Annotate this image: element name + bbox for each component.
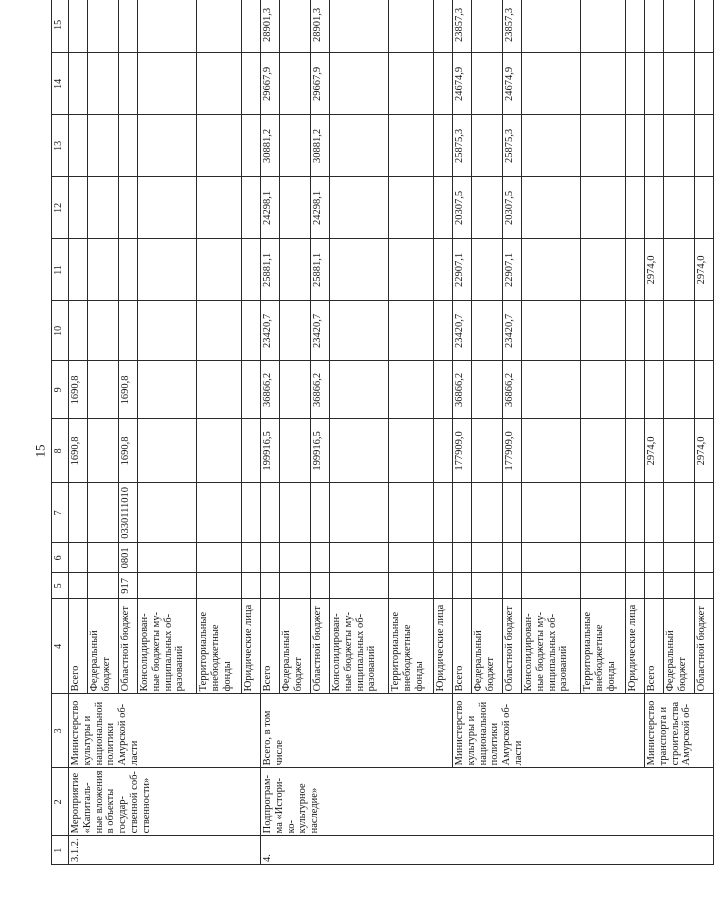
amount-cell (695, 53, 714, 115)
amount-cell (69, 301, 88, 361)
funding-source-cell: Областной бюджет (119, 599, 138, 694)
amount-cell (197, 361, 242, 419)
funding-source-cell: Всего (261, 599, 280, 694)
code-cell (88, 543, 119, 573)
amount-cell: 24674,9 (453, 53, 472, 115)
amount-cell (88, 0, 119, 53)
code-cell (330, 483, 389, 543)
code-cell (453, 483, 472, 543)
amount-cell: 1690,8 (119, 419, 138, 483)
amount-cell (645, 361, 664, 419)
amount-cell (472, 239, 503, 301)
amount-cell (138, 419, 197, 483)
amount-cell: 25881,1 (311, 239, 330, 301)
amount-cell (119, 301, 138, 361)
amount-cell (330, 239, 389, 301)
code-cell (695, 573, 714, 599)
amount-cell (138, 177, 197, 239)
funding-source-cell: Консолидирован-ные бюджеты му-ниципальных об-разований (330, 599, 389, 694)
amount-cell (119, 239, 138, 301)
amount-cell (389, 53, 434, 115)
code-cell (197, 543, 242, 573)
amount-cell (522, 53, 581, 115)
code-cell (261, 483, 280, 543)
amount-cell: 177909,0 (453, 419, 472, 483)
code-cell (695, 483, 714, 543)
amount-cell (138, 361, 197, 419)
code-cell (389, 573, 434, 599)
funding-source-cell: Территориальные внебюджетные фонды (197, 599, 242, 694)
code-cell (197, 573, 242, 599)
amount-cell (581, 115, 626, 177)
table-row (453, 0, 472, 865)
table-row (69, 0, 88, 865)
amount-cell (472, 419, 503, 483)
amount-cell: 199916,5 (261, 419, 280, 483)
amount-cell (88, 361, 119, 419)
header-cell: 9 (52, 361, 69, 419)
amount-cell (434, 0, 453, 53)
code-cell (280, 573, 311, 599)
amount-cell (581, 0, 626, 53)
code-cell (280, 483, 311, 543)
funding-source-cell: Юридические лица (626, 599, 645, 694)
code-cell (626, 543, 645, 573)
amount-cell (88, 177, 119, 239)
amount-cell: 1690,8 (69, 419, 88, 483)
amount-cell (645, 53, 664, 115)
amount-cell (434, 361, 453, 419)
code-cell (581, 483, 626, 543)
amount-cell (664, 0, 695, 53)
header-cell: 5 (52, 573, 69, 599)
amount-cell (472, 0, 503, 53)
header-cell: 11 (52, 239, 69, 301)
funding-source-cell: Федеральный бюджет (472, 599, 503, 694)
header-cell: 14 (52, 53, 69, 115)
amount-cell: 30881,2 (311, 115, 330, 177)
funding-source-cell: Консолидирован-ные бюджеты му-ниципальных об-разований (138, 599, 197, 694)
code-cell (503, 543, 522, 573)
amount-cell (280, 239, 311, 301)
amount-cell (664, 239, 695, 301)
amount-cell (197, 177, 242, 239)
header-cell: 4 (52, 599, 69, 694)
code-cell (330, 543, 389, 573)
amount-cell (434, 177, 453, 239)
amount-cell (581, 239, 626, 301)
code-cell (88, 483, 119, 543)
amount-cell (330, 53, 389, 115)
amount-cell (522, 239, 581, 301)
amount-cell (695, 0, 714, 53)
amount-cell (434, 53, 453, 115)
funding-source-cell: Федеральный бюджет (88, 599, 119, 694)
amount-cell: 2974,0 (645, 419, 664, 483)
amount-cell: 22907,1 (503, 239, 522, 301)
amount-cell (581, 53, 626, 115)
code-cell (626, 573, 645, 599)
amount-cell (330, 301, 389, 361)
amount-cell (434, 419, 453, 483)
code-cell (664, 483, 695, 543)
code-cell (522, 543, 581, 573)
amount-cell: 23420,7 (453, 301, 472, 361)
code-cell (581, 543, 626, 573)
amount-cell (138, 115, 197, 177)
amount-cell (389, 419, 434, 483)
amount-cell (626, 419, 645, 483)
amount-cell (197, 301, 242, 361)
amount-cell: 25881,1 (261, 239, 280, 301)
amount-cell (626, 361, 645, 419)
amount-cell (197, 239, 242, 301)
code-cell (472, 543, 503, 573)
code-cell (242, 483, 261, 543)
amount-cell (330, 361, 389, 419)
funding-source-cell: Юридические лица (434, 599, 453, 694)
funding-source-cell: Всего (645, 599, 664, 694)
code-cell (88, 573, 119, 599)
amount-cell (695, 115, 714, 177)
code-cell (645, 543, 664, 573)
header-cell: 10 (52, 301, 69, 361)
amount-cell: 23857,3 (503, 0, 522, 53)
amount-cell (88, 53, 119, 115)
code-cell (645, 483, 664, 543)
amount-cell (69, 239, 88, 301)
amount-cell (472, 361, 503, 419)
amount-cell: 24298,1 (311, 177, 330, 239)
amount-cell: 22907,1 (453, 239, 472, 301)
amount-cell (197, 0, 242, 53)
funding-source-cell: Территориальные внебюджетные фонды (389, 599, 434, 694)
amount-cell (626, 53, 645, 115)
program-name-cell: Мероприятие «Капиталь-ные вложения в объекты государ-ственной соб-ственности» (69, 768, 261, 836)
code-cell (434, 573, 453, 599)
amount-cell (389, 301, 434, 361)
amount-cell (626, 239, 645, 301)
funding-source-cell: Федеральный бюджет (280, 599, 311, 694)
amount-cell: 177909,0 (503, 419, 522, 483)
executor-cell: Всего, в том числе (261, 694, 453, 768)
code-cell (330, 573, 389, 599)
amount-cell (626, 177, 645, 239)
amount-cell (242, 53, 261, 115)
funding-source-cell: Областной бюджет (311, 599, 330, 694)
amount-cell (434, 115, 453, 177)
amount-cell (280, 419, 311, 483)
amount-cell (330, 0, 389, 53)
amount-cell: 36866,2 (503, 361, 522, 419)
amount-cell: 36866,2 (311, 361, 330, 419)
amount-cell (581, 361, 626, 419)
amount-cell: 25875,3 (453, 115, 472, 177)
amount-cell (645, 115, 664, 177)
code-cell (261, 573, 280, 599)
amount-cell: 29667,9 (261, 53, 280, 115)
header-cell: 15 (52, 0, 69, 53)
amount-cell: 1690,8 (119, 361, 138, 419)
funding-source-cell: Всего (69, 599, 88, 694)
amount-cell (119, 0, 138, 53)
amount-cell: 23420,7 (503, 301, 522, 361)
amount-cell (472, 301, 503, 361)
rotated-document (51, 0, 707, 865)
amount-cell (522, 361, 581, 419)
program-name-cell: Подпрограм-ма «Истори-ко-культурное наследие» (261, 768, 714, 836)
code-cell (389, 543, 434, 573)
amount-cell (389, 239, 434, 301)
amount-cell (280, 301, 311, 361)
row-number-cell: 4. (261, 836, 714, 865)
header-cell: 2 (52, 768, 69, 836)
amount-cell (197, 115, 242, 177)
amount-cell (138, 301, 197, 361)
amount-cell: 36866,2 (453, 361, 472, 419)
code-cell (581, 573, 626, 599)
amount-cell: 25875,3 (503, 115, 522, 177)
amount-cell (522, 301, 581, 361)
amount-cell (280, 0, 311, 53)
amount-cell (695, 361, 714, 419)
code-cell (138, 543, 197, 573)
amount-cell: 1690,8 (69, 361, 88, 419)
code-cell (664, 543, 695, 573)
amount-cell (472, 177, 503, 239)
amount-cell (434, 301, 453, 361)
amount-cell (645, 0, 664, 53)
amount-cell: 199916,5 (311, 419, 330, 483)
code-cell (434, 483, 453, 543)
amount-cell: 29667,9 (311, 53, 330, 115)
header-cell: 7 (52, 483, 69, 543)
code-cell (389, 483, 434, 543)
code-cell (197, 483, 242, 543)
code-cell (69, 483, 88, 543)
code-cell (626, 483, 645, 543)
amount-cell (119, 177, 138, 239)
amount-cell (664, 301, 695, 361)
header-row (52, 0, 69, 865)
amount-cell (664, 177, 695, 239)
amount-cell: 20307,5 (453, 177, 472, 239)
amount-cell (626, 301, 645, 361)
executor-cell: Министерство культуры и национальной политики Амурской об-ласти (453, 694, 645, 768)
code-cell (522, 483, 581, 543)
code-cell (503, 483, 522, 543)
amount-cell (389, 361, 434, 419)
budget-table (51, 0, 714, 865)
amount-cell (197, 53, 242, 115)
amount-cell (138, 0, 197, 53)
code-cell (695, 543, 714, 573)
funding-source-cell: Всего (453, 599, 472, 694)
amount-cell (645, 301, 664, 361)
funding-source-cell: Консолидирован-ные бюджеты му-ниципальных об-разований (522, 599, 581, 694)
amount-cell: 24674,9 (503, 53, 522, 115)
code-cell (311, 573, 330, 599)
amount-cell (434, 239, 453, 301)
amount-cell (626, 115, 645, 177)
amount-cell: 30881,2 (261, 115, 280, 177)
code-cell (69, 573, 88, 599)
amount-cell (330, 115, 389, 177)
amount-cell (389, 177, 434, 239)
amount-cell (88, 239, 119, 301)
table-row (261, 0, 280, 865)
amount-cell (280, 177, 311, 239)
code-cell (138, 573, 197, 599)
code-cell (261, 543, 280, 573)
funding-source-cell: Областной бюджет (503, 599, 522, 694)
amount-cell (119, 115, 138, 177)
amount-cell (88, 301, 119, 361)
amount-cell (389, 0, 434, 53)
amount-cell (522, 419, 581, 483)
code-cell (503, 573, 522, 599)
code-cell: 0330111010 (119, 483, 138, 543)
code-cell (69, 543, 88, 573)
amount-cell (472, 53, 503, 115)
code-cell (664, 573, 695, 599)
code-cell (242, 573, 261, 599)
amount-cell (242, 301, 261, 361)
amount-cell (138, 53, 197, 115)
header-cell: 1 (52, 836, 69, 865)
amount-cell (330, 177, 389, 239)
amount-cell (522, 177, 581, 239)
header-cell: 8 (52, 419, 69, 483)
amount-cell (242, 239, 261, 301)
amount-cell (280, 53, 311, 115)
code-cell: 917 (119, 573, 138, 599)
table-row (645, 0, 664, 865)
header-cell: 6 (52, 543, 69, 573)
code-cell (311, 483, 330, 543)
amount-cell (664, 419, 695, 483)
amount-cell (330, 419, 389, 483)
code-cell (453, 573, 472, 599)
code-cell (138, 483, 197, 543)
code-cell (242, 543, 261, 573)
amount-cell (645, 177, 664, 239)
amount-cell: 2974,0 (645, 239, 664, 301)
funding-source-cell: Федеральный бюджет (664, 599, 695, 694)
amount-cell: 23857,3 (453, 0, 472, 53)
amount-cell (280, 115, 311, 177)
amount-cell (280, 361, 311, 419)
amount-cell: 2974,0 (695, 419, 714, 483)
amount-cell (626, 0, 645, 53)
amount-cell (389, 115, 434, 177)
code-cell (434, 543, 453, 573)
executor-cell: Министерство транспорта и строительства Амурской об- (645, 694, 714, 768)
amount-cell (664, 53, 695, 115)
code-cell (311, 543, 330, 573)
amount-cell: 36866,2 (261, 361, 280, 419)
amount-cell: 28901,3 (311, 0, 330, 53)
amount-cell (242, 419, 261, 483)
page-number: 15 (32, 444, 48, 458)
amount-cell (242, 0, 261, 53)
amount-cell (664, 361, 695, 419)
header-cell: 12 (52, 177, 69, 239)
amount-cell: 24298,1 (261, 177, 280, 239)
amount-cell (119, 53, 138, 115)
amount-cell (88, 419, 119, 483)
amount-cell (242, 177, 261, 239)
code-cell: 0801 (119, 543, 138, 573)
amount-cell (138, 239, 197, 301)
amount-cell (88, 115, 119, 177)
amount-cell (695, 301, 714, 361)
funding-source-cell: Территориальные внебюджетные фонды (581, 599, 626, 694)
amount-cell (69, 115, 88, 177)
code-cell (280, 543, 311, 573)
amount-cell: 23420,7 (311, 301, 330, 361)
amount-cell (581, 419, 626, 483)
amount-cell (581, 177, 626, 239)
amount-cell (472, 115, 503, 177)
code-cell (645, 573, 664, 599)
amount-cell: 28901,3 (261, 0, 280, 53)
code-cell (453, 543, 472, 573)
amount-cell: 23420,7 (261, 301, 280, 361)
amount-cell (581, 301, 626, 361)
header-cell: 3 (52, 694, 69, 768)
funding-source-cell: Областной бюджет (695, 599, 714, 694)
amount-cell (522, 0, 581, 53)
executor-cell: Министерство культуры и национальной политики Амурской об-ласти (69, 694, 261, 768)
row-number-cell: 3.1.2. (69, 836, 261, 865)
amount-cell (69, 0, 88, 53)
amount-cell (197, 419, 242, 483)
amount-cell (69, 177, 88, 239)
funding-source-cell: Юридические лица (242, 599, 261, 694)
header-cell: 13 (52, 115, 69, 177)
amount-cell (522, 115, 581, 177)
amount-cell: 20307,5 (503, 177, 522, 239)
amount-cell: 2974,0 (695, 239, 714, 301)
code-cell (472, 573, 503, 599)
code-cell (472, 483, 503, 543)
amount-cell (69, 53, 88, 115)
code-cell (522, 573, 581, 599)
amount-cell (242, 361, 261, 419)
amount-cell (242, 115, 261, 177)
amount-cell (695, 177, 714, 239)
amount-cell (664, 115, 695, 177)
